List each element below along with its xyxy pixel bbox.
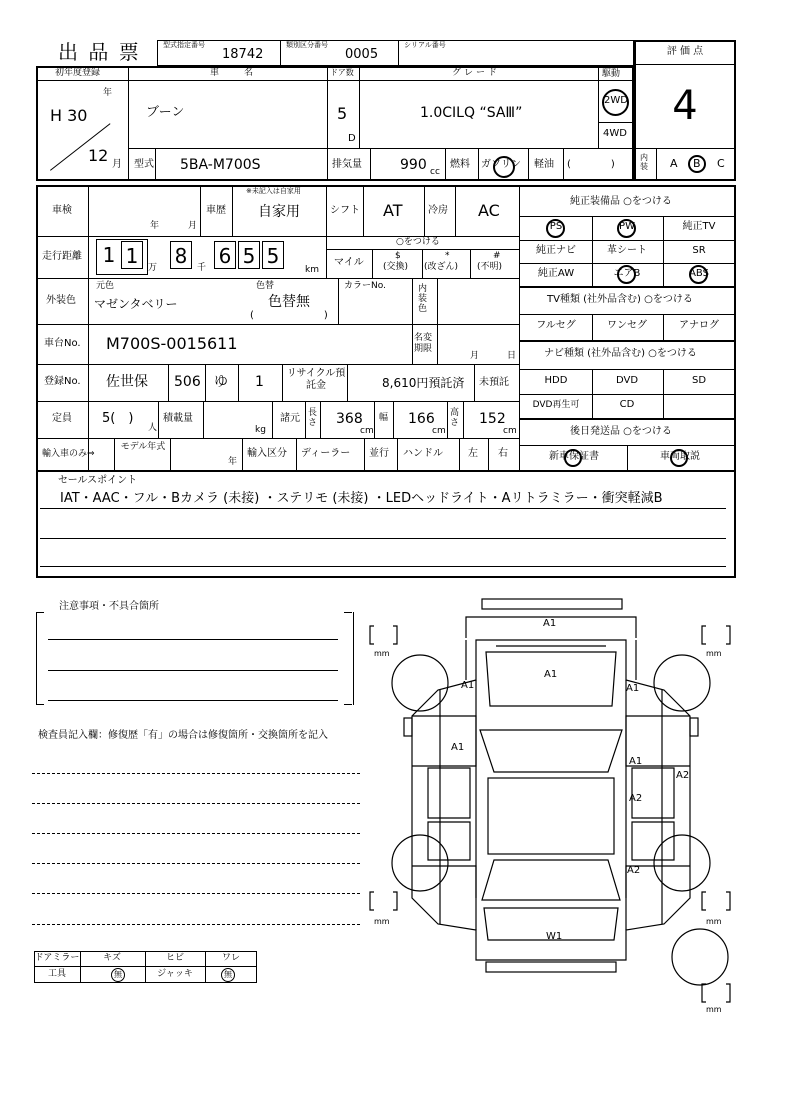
- model-label: 型式: [134, 159, 154, 170]
- exchange-mark: $: [395, 251, 401, 261]
- recycle-label: リサイクル預託金: [286, 368, 346, 391]
- interior-grade-b: B: [693, 157, 701, 170]
- mileage-km: km: [305, 265, 319, 275]
- shift-value: AT: [383, 201, 403, 220]
- legend-break: ワレ: [221, 953, 241, 963]
- ac-label: 冷房: [428, 205, 448, 216]
- mileage-digit-6: 5: [262, 241, 284, 269]
- score-label: 評 価 点: [666, 46, 704, 57]
- model-designation-label: 型式指定番号: [163, 41, 205, 49]
- capacity-unit: 人: [148, 423, 158, 433]
- light-oil-value: ( ): [567, 159, 615, 170]
- first-reg-month-unit: 月: [112, 159, 122, 170]
- recycle-status: 未預託: [479, 377, 509, 388]
- original-color-value: マゼンタベリー: [94, 297, 178, 311]
- exterior-label: 外装色: [46, 295, 76, 306]
- doors-label: ドア数: [330, 68, 354, 77]
- navi-cd: CD: [619, 399, 635, 410]
- sales-label: セールスポイント: [58, 475, 138, 486]
- history-value: 自家用: [258, 204, 300, 220]
- load-unit: kg: [255, 425, 266, 435]
- docs-title: 後日発送品 ○をつける: [570, 426, 672, 437]
- mm-front-left: mm: [374, 649, 390, 658]
- inspector-label: 検査員記入欄：修復歴「有」の場合は修復箇所・交換箇所を記入: [38, 730, 328, 741]
- import-class-label: 輸入区分: [247, 448, 287, 459]
- reg-class: 506: [174, 374, 201, 390]
- score-value: 4: [672, 83, 698, 129]
- unknown-mark: #: [493, 251, 501, 261]
- capacity-label: 定員: [52, 413, 72, 424]
- unknown-label: (不明): [477, 262, 503, 272]
- fuel-label: 燃料: [450, 159, 470, 170]
- name-change-label: 名変期限: [414, 333, 433, 354]
- docs-manual: 車両取説: [660, 451, 700, 462]
- name-change-day-unit: 日: [507, 351, 517, 361]
- mileage-digit-3: 8: [170, 241, 192, 269]
- mark-front-bumper: A1: [543, 618, 557, 629]
- grade-value: 1.0CILQ “SAⅢ”: [420, 105, 523, 121]
- navi-dvd: DVD: [615, 375, 639, 386]
- interior-grade-c: C: [717, 157, 725, 170]
- mark-right-side: A2: [676, 770, 690, 781]
- sales-text: IAT・AAC・フル・Bカメラ (未接) ・ステリモ (未接) ・LEDヘッドライト・Aリトラミラー・衝突軽減B: [60, 491, 663, 506]
- recycle-amount: 8,610円預託済: [382, 376, 465, 390]
- parallel-label: 並行: [369, 448, 389, 459]
- color-no-label: カラーNo.: [344, 281, 386, 291]
- docs-warranty: 新車保証書: [549, 451, 599, 462]
- mm-rear-right: mm: [706, 917, 722, 926]
- mileage-digit-2: 1: [121, 241, 143, 269]
- drive-label: 駆動: [602, 69, 621, 79]
- length-unit: cm: [360, 426, 374, 436]
- equip-aw: 純正AW: [537, 268, 575, 279]
- navi-title: ナビ種類 (社外品含む) ○をつける: [544, 348, 697, 359]
- spec-label: 諸元: [280, 413, 300, 424]
- ac-value: AC: [478, 201, 500, 220]
- mm-spare: mm: [706, 1005, 722, 1014]
- equip-ps: PS: [549, 221, 563, 232]
- tv-title: TV種類 (社外品含む) ○をつける: [547, 294, 693, 305]
- mark-left-front-fender: A1: [461, 680, 475, 691]
- equip-tv: 純正TV: [682, 221, 716, 232]
- category-label: 類別区分番号: [286, 41, 328, 49]
- interior-color-label: 内装色: [418, 284, 428, 314]
- load-label: 積載量: [163, 413, 193, 424]
- mileage-digit-5: 5: [238, 241, 260, 269]
- handle-label: ハンドル: [403, 448, 443, 459]
- equipment-title: 純正装備品 ○をつける: [570, 196, 672, 207]
- height-label: 高さ: [450, 408, 460, 428]
- dealer-label: ディーラー: [301, 448, 351, 459]
- chassis-value: M700S-0015611: [106, 334, 238, 353]
- legend-crack: ヒビ: [165, 953, 185, 963]
- mark-right-front-fender: A1: [626, 683, 640, 694]
- mileage-sen: 千: [197, 263, 207, 273]
- inspection-label: 車検: [52, 205, 72, 216]
- height-value: 152: [479, 411, 506, 427]
- reg-number: 1: [255, 374, 264, 390]
- mark-hood: A1: [544, 669, 558, 680]
- serial-label: シリアル番号: [404, 41, 446, 49]
- navi-dvd-play: DVD再生可: [532, 400, 580, 410]
- name-change-month-unit: 月: [470, 351, 480, 361]
- history-note: ※未記入は自家用: [246, 187, 301, 195]
- first-reg-year-unit: 年: [103, 88, 113, 98]
- tv-oneseg: ワンセグ: [607, 320, 647, 331]
- history-label: 車歴: [206, 205, 226, 216]
- form-title: 出 品 票: [58, 40, 141, 64]
- mark-left-front-door: A1: [451, 742, 465, 753]
- width-label: 幅: [379, 413, 389, 423]
- mm-rear-left: mm: [374, 917, 390, 926]
- original-color-label: 元色: [96, 281, 115, 291]
- mark-rear-bumper: W1: [546, 931, 563, 942]
- reg-area: 佐世保: [106, 374, 148, 390]
- height-unit: cm: [503, 426, 517, 436]
- width-unit: cm: [432, 426, 446, 436]
- navi-sd: SD: [691, 375, 707, 386]
- first-reg-label: 初年度登録: [55, 68, 101, 78]
- mileage-label: 走行距離: [42, 251, 82, 262]
- equip-airbag: エアB: [613, 268, 641, 279]
- fuel-value: ガソリン: [481, 159, 521, 170]
- model-year-label: モデル年式: [120, 442, 166, 452]
- inspection-year-unit: 年: [150, 221, 160, 231]
- drive-4wd: 4WD: [603, 128, 627, 139]
- length-label: 長さ: [308, 408, 318, 428]
- legend-tools: 工具: [47, 969, 67, 979]
- equip-pw: PW: [619, 221, 635, 232]
- light-oil-label: 軽油: [534, 159, 554, 170]
- first-reg-month: 12: [88, 146, 109, 165]
- left-label: 左: [468, 448, 478, 459]
- reg-kana: ゆ: [214, 374, 228, 390]
- doors-value: 5: [337, 104, 348, 123]
- mileage-digit-1: 1: [98, 241, 120, 269]
- caution-label: 注意事項・不具合箇所: [59, 601, 159, 612]
- drive-2wd: 2WD: [604, 95, 628, 106]
- mileage-digit-4: 6: [214, 241, 236, 269]
- mark-right-rear-fender: A2: [627, 865, 641, 876]
- equip-sr: SR: [692, 245, 706, 256]
- equip-leather: 革シート: [607, 245, 647, 256]
- car-name-label: 車 名: [210, 68, 262, 78]
- mileage-man: 万: [148, 263, 158, 273]
- model-year-unit: 年: [228, 457, 238, 467]
- displacement-value: 990: [400, 157, 427, 173]
- tamper-label: (改ざん): [424, 262, 459, 272]
- repaint-value: 色替無: [268, 294, 310, 310]
- mark-right-rear-door: A2: [629, 793, 643, 804]
- navi-hdd: HDD: [544, 375, 568, 386]
- mile-label: マイル: [334, 257, 364, 268]
- tv-analog: アナログ: [679, 320, 719, 331]
- exchange-label: (交換): [383, 262, 409, 272]
- displacement-unit: cc: [430, 167, 440, 177]
- shift-label: シフト: [330, 205, 360, 216]
- legend-jack-value: 無: [224, 970, 232, 979]
- model-designation-value: 18742: [222, 47, 264, 62]
- right-label: 右: [498, 448, 508, 459]
- interior-label: 内装: [640, 153, 648, 171]
- tv-fullseg: フルセグ: [536, 320, 576, 331]
- grade-label: グレード: [452, 68, 501, 78]
- legend-door-mirror: ドアミラー: [34, 953, 80, 963]
- mark-right-front-door: A1: [629, 756, 643, 767]
- legend-tools-value: 無: [114, 970, 122, 979]
- car-name-value: ブーン: [146, 105, 185, 120]
- capacity-value: 5( ): [102, 411, 134, 426]
- width-value: 166: [408, 411, 435, 427]
- length-value: 368: [336, 411, 363, 427]
- reg-no-label: 登録No.: [44, 376, 81, 387]
- equip-abs: ABS: [689, 268, 709, 279]
- import-label: 輸入車のみ⇒: [42, 449, 95, 459]
- doors-suffix: D: [348, 133, 356, 144]
- mileage-mark-note: ○をつける: [396, 237, 440, 247]
- inspection-month-unit: 月: [188, 221, 198, 231]
- tamper-mark: *: [445, 251, 450, 261]
- chassis-label: 車台No.: [44, 338, 81, 349]
- equip-navi: 純正ナビ: [536, 245, 576, 256]
- first-reg-year: H 30: [50, 106, 88, 125]
- mm-front-right: mm: [706, 649, 722, 658]
- repaint-label: 色替: [256, 281, 275, 291]
- repaint-paren: ( ): [250, 310, 328, 321]
- legend-scratch: キズ: [103, 953, 121, 963]
- model-value: 5BA-M700S: [180, 157, 261, 173]
- category-value: 0005: [345, 47, 379, 62]
- legend-jack: ジャッキ: [157, 969, 193, 979]
- interior-grade-a: A: [670, 157, 678, 170]
- displacement-label: 排気量: [332, 159, 362, 170]
